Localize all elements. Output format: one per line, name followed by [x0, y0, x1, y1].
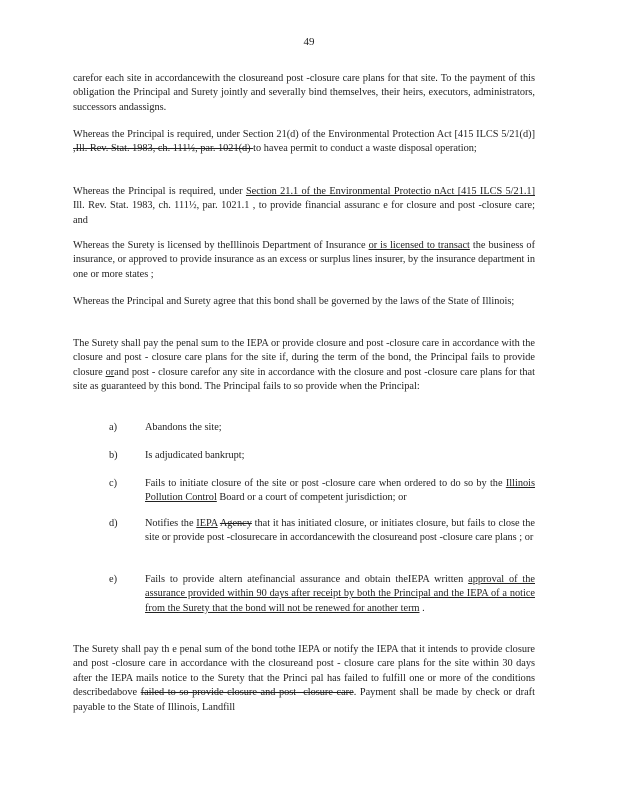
list-item-text-part: that it has initiated closure, or initiates closure, but fails to close the site or provide post -closurecare in accordancewith the closureand post -closure care plans ; or — [145, 518, 535, 544]
paragraph-whereas-surety-licensed — [73, 239, 535, 282]
list-item — [73, 421, 535, 435]
paragraph-text: The Surety shall pay th e penal sum of the bond tothe IEPA or notify the IEPA that it intends to provide closure and post -closure care in accordance with the closureand post - closure care plans for the site within 30 days after the IEPA mails notice to the Surety that the Princi pal has failed to fulfill one or more of the conditions describedabove — [73, 644, 535, 699]
paragraph-surety-shall-pay — [73, 337, 535, 395]
paragraph-text: and post - closure carefor any site in accordance with the closure and post -closure care plans for that site as guaranteed by this bond. The Principal fails to so provide when the Principal: — [73, 366, 535, 393]
list-item-label: c) — [109, 478, 117, 489]
inserted-text: approval of the assurance provided within 90 days after receipt by both the Principal and the IEPA of a notice from the Surety that the bond will not be renewed for another term — [145, 574, 535, 614]
list-item-label: d) — [109, 518, 118, 529]
paragraph-whereas-financial-assurance — [73, 185, 535, 228]
inserted-text: Section 21.1 of the Environmental Protectio nAct [415 ILCS 5/21.1] — [245, 186, 535, 197]
list-item — [73, 517, 535, 546]
deleted-text: Agency — [219, 518, 252, 529]
list-item-text-part: Board or a court of competent jurisdiction; or — [216, 492, 407, 504]
paragraph-text: Whereas the Principal and Surety agree that this bond shall be governed by the laws of the State of Illinois; — [73, 296, 515, 307]
paragraph-text: Whereas the Principal is required, under — [73, 186, 246, 197]
list-item — [73, 477, 535, 506]
list-item-text-part: Fails to initiate closure of the site or post -closure care when ordered to do so by the — [145, 478, 506, 489]
list-item-text-part: Notifies the — [145, 518, 197, 529]
paragraph-text: the business of insurance, or approved to provide insurance as an excess or surplus lines insurer, by the insurance department in one or more states ; — [73, 240, 536, 280]
paragraph-surety-payment — [73, 643, 535, 715]
paragraph-text: . Payment shall be made by check or draft payable to the State of Illinois, Landfill — [73, 687, 535, 713]
list-item — [73, 449, 535, 463]
paragraph-text: Whereas the Principal is required, under Section 21(d) of the Environmental Protection Act [415 ILCS 5/21(d)] — [73, 129, 535, 140]
deleted-text: ,Ill. Rev. Stat. 1983, ch. 111½, par. 1021(d) — [73, 143, 254, 155]
list-item-text-part: . — [419, 602, 425, 614]
list-item-label: a) — [109, 422, 117, 433]
inserted-text: IEPA — [196, 518, 218, 529]
deleted-text: failed to so provide closure and post -closure care — [140, 687, 354, 699]
paragraph-text: Ill. Rev. Stat. 1983, ch. 111½, par. 1021.1 , to provide financial assuranc e for closure and post -closure care; and — [73, 200, 535, 226]
inserted-text: or is licensed to transact — [368, 240, 470, 251]
list-item-text: Abandons the site; — [145, 422, 222, 433]
list-item-text-part: Fails to provide altern atefinancial assurance and obtain theIEPA written — [145, 574, 469, 585]
inserted-text: or — [105, 366, 115, 378]
list-item-text — [145, 477, 535, 506]
list-item-text: Is adjudicated bankrupt; — [145, 450, 245, 461]
paragraph-text: Whereas the Surety is licensed by theIllinois Department of Insurance — [73, 240, 369, 251]
paragraph-whereas-permit — [73, 128, 535, 157]
list-item-text — [145, 517, 535, 546]
paragraph-whereas-governing-law — [73, 295, 535, 309]
paragraph-text: to havea permit to conduct a waste disposal operation; — [253, 143, 477, 155]
paragraph-text: carefor each site in accordancewith the closureand post -closure care plans for that site. To the payment of this obligation the Principal and Surety jointly and severally bind themselves, their heirs, executors, administrators, successors andassigns. — [73, 73, 535, 113]
inserted-text: Illinois Pollution Control — [145, 478, 535, 504]
list-item-label: b) — [109, 450, 118, 461]
paragraph-text: The Surety shall pay the penal sum to the IEPA or provide closure and post -closure care in accordance with the closure and post - closure care plans for the site if, during the term of the bond, the Principal fails to provide closure — [73, 338, 535, 378]
page-number: 49 — [303, 36, 315, 48]
list-item-text — [145, 573, 535, 616]
list-item — [73, 573, 535, 616]
paragraph-obligation — [73, 72, 535, 115]
list-item-label: e) — [109, 574, 117, 585]
